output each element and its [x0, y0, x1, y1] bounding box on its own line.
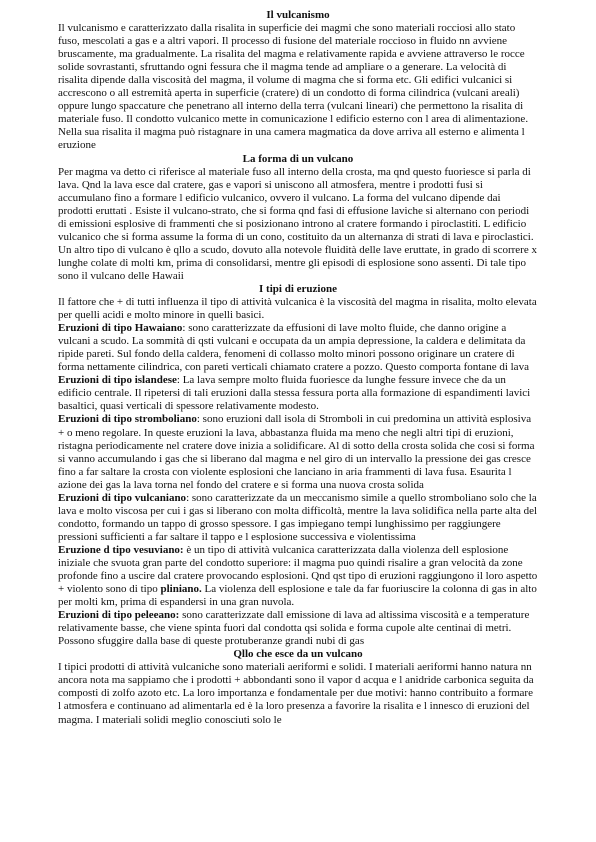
eruption-label: Eruzione d tipo vesuviano:: [58, 543, 184, 556]
eruption-label: Eruzioni di tipo stromboliano: [58, 413, 197, 426]
prodotti-paragraph: I tipici prodotti di attività vulcaniche sono materiali aeriformi e solidi. I materiali aeriformi hanno natura nn ancora nota ma sappiamo che i prodotti + abbondanti sono il vapor d acqua e l anidride carbonica seguita da composti di zolfo azoto etc. La loro importanza e fondamentale per due motivi: hanno contribuito a formare l atmosfera e continuano ad alimentarla ed è la loro presenza a favorire la risalita e l innesco di eruzioni del magma. I materiali solidi meglio conosciuti solo le: [58, 661, 534, 726]
eruption-label: Eruzioni di tipo Hawaiano: [58, 322, 183, 335]
eruption-text: : sono caratterizzate da effusioni di lave molto fluide, che danno origine a vulcani a scudo. La sommità di qsti vulcani e occupata da un ampia depressione, la caldera e delimitata da ripide pareti. Sul fondo della caldera, fenomeni di collasso molto minori possono originare un cratere di forma nettamente cilindrica, con pareti verticali chiamato cratere a pozzo. Questo comporta fontane di lava: [58, 322, 529, 374]
eruption-label: Eruzioni di tipo peleeano:: [58, 609, 180, 622]
forma-paragraph: Per magma va detto ci riferisce al materiale fuso all interno della crosta, ma qnd questo fuoriesce si parla di lava. Qnd la lava esce dal cratere, gas e vapori si uniscono all atmosfera, mentre i prodotti fusi si accumulano fino a formare l edificio vulcanico, ovvero il vulcano. La forma del vulcano dipende dai prodotti eruttati . Esiste il vulcano-strato, che si forma qnd fasi di effusione laviche si alternano con periodi di emissioni esplosive di frammenti che si posizionano introno al cratere formando i piroclastiti. L edificio vulcanico che si forma assume la forma di un cono, costituito da un alternanza di strati di lava e piroclastici. Un altro tipo di vulcano è qllo a scudo, dovuto alla notevole fluidità delle lave eruttate, in grado di scorrere x lunghe colate di molti km, prima di consolidarsi, mentre gli episodi di esplosione sono assenti. Di tale tipo sono il vulcano delle Hawaii: [58, 165, 537, 282]
eruption-vulcaniano: [58, 492, 538, 544]
eruption-text: è un tipo di attività vulcanica caratterizzata dalla violenza dell esplosione iniziale che svuota gran parte del condotto superiore: il magma puo quindi risalire a gran velocità da zone profonde fino a uscire dal cratere provocando esplosioni. Qnd qst tipo di eruzioni raggiungono il loro aspetto + violento sono di tipo: [58, 543, 538, 596]
section-heading-forma: La forma di un vulcano: [242, 152, 354, 165]
eruption-vesuviano: [58, 544, 538, 609]
eruption-text-after: La violenza dell esplosione e tale da far fuoriuscire la colonna di gas in alto per molti km, prima di espandersi in una gran nuvola.: [58, 583, 537, 609]
eruption-stromboliano: [58, 413, 538, 491]
eruption-text: : sono eruzioni dall isola di Stromboli in cui predomina un attività esplosiva + o meno regolare. In queste eruzioni la lava, abbastanza fluida ma meno che negli altri tipi di eruzioni, ristagna periodicamente nel cratere dove inizia a solidificare. Al di sotto della crosta solida che cosi si forma si vanno accumulando i gas che si liberano dal magma e nel giro di un intervallo la pressione dei gas cresce fino a far saltare la crosta con violente esplosioni che lanciano in aria frammenti di lava fusa. Esaurita l azione dei gas la lava torna nel fondo del cratere e si forma una nuova crosta solida: [58, 413, 535, 491]
page-title: Il vulcanismo: [266, 9, 330, 21]
intro-paragraph: Il vulcanismo e caratterizzato dalla risalita in superficie dei magmi che sono materiali rocciosi allo stato fuso, mescolati a gas e a altri vapori. Il processo di fusione del materiale roccioso in fluido nn avviene bruscamente, ma gradualmente. La risalita del magma e relativamente rapida e avviene attraverso le rocce solide sovrastanti, sfruttando ogni fessura che il magma tende ad ampliare o a generare. La velocità di risalita dipende dalla viscosità del magma, il volume di magma che si forma etc. Gli edifici vulcanici si accrescono o all estremità aperta in superficie (cratere) di un condotto di forma cilindrica (vulcani areali) oppure lungo spaccature che penetrano all interno della terra (vulcani lineari) che permettono la risalita di materiale fuso. Il condotto vulcanico mette in comunicazione l edificio esterno con l area di alimentazione. Nella sua risalita il magma può ristagnare in una camera magmatica da dove arriva all esterno e alimenta l eruzione: [58, 22, 529, 152]
section-heading-prodotti: Qllo che esce da un vulcano: [233, 648, 363, 661]
section-heading-tipi: I tipi di eruzione: [259, 282, 337, 295]
eruption-hawaiano: [58, 322, 538, 374]
eruption-emphasis-pliniano: pliniano.: [160, 583, 202, 596]
eruption-text: : sono caratterizzate da un meccanismo simile a quello stromboliano solo che la lava e molto viscosa per cui i gas si liberano con molta difficoltà, mentre la lava solidifica nella parte alta del condotto, formando un tappo di grosso spessore. I gas impiegano tempi lunghissimo per raggiungere pressioni sufficienti a far saltare il tappo e l esplosione successiva e violentissima: [58, 491, 538, 543]
eruption-text: sono caratterizzate dall emissione di lava ad altissima viscosità e a temperature relativamente basse, che viene spinta fuori dal condotta qsi solida e forma cupole alte centinai di metri. Possono sfuggire dalla base di queste protuberanze grandi nubi di gas: [58, 609, 530, 648]
tipi-intro-paragraph: Il fattore che + di tutti influenza il tipo di attività vulcanica è la viscosità del magma in risalita, molto elevata per quelli acidi e molto minore in quelli basici.: [58, 296, 537, 322]
eruption-peleeano: [58, 609, 538, 648]
eruption-islandese: [58, 374, 538, 413]
eruption-text: : La lava sempre molto fluida fuoriesce da lunghe fessure invece che da un edificio centrale. Il ripetersi di tali eruzioni dalla stessa fessura porta alla formazione di espandimenti lavici basaltici, quasi verticali di spessore relativamente modesto.: [58, 374, 531, 413]
eruption-label: Eruzioni di tipo islandese: [58, 374, 177, 387]
eruption-label: Eruzioni di tipo vulcaniano: [58, 491, 187, 504]
